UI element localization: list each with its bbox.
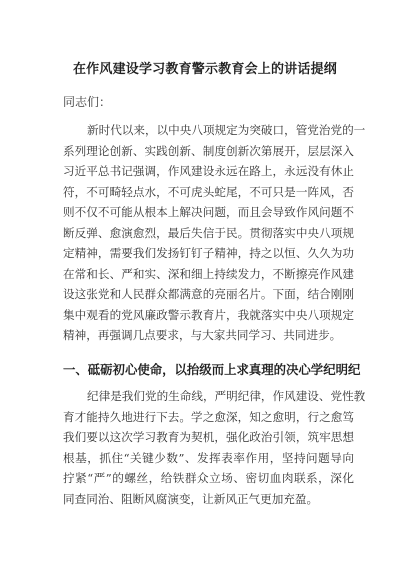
paragraph-line: 纪律是我们党的生命线，严明纪律，作风建设、党性教 (87, 389, 366, 403)
paragraph-line: 则不仅不可能从根本上解决问题，而且会导致作风问题不 (63, 205, 354, 219)
paragraph-line: 集中观看的党风廉政警示教育片，我就落实中央八项规定 (63, 307, 354, 322)
paragraph-intro (63, 120, 366, 346)
paragraph-line: 系列理论创新、实践创新、制度创新次第展开，层层深入 (63, 143, 354, 158)
paragraph-line: 在常和长、严和实、深和细上持续发力，不断擦亮作风建 (63, 266, 354, 281)
paragraph-line: 我们要以这次学习教育为契机，强化政治引领，筑牢思想 (63, 430, 354, 444)
paragraph-line: 根基，抓住“关键少数”、发挥表率作用，坚持问题导向 (63, 450, 354, 465)
paragraph-line: 育才能持久地进行下去。学之愈深，知之愈明，行之愈笃 (63, 409, 354, 424)
paragraph-line: 设这张党和人民群众都满意的亮丽名片。下面，结合刚刚 (63, 287, 354, 301)
salutation: 同志们： (63, 95, 112, 109)
paragraph-line: 断反弹、愈演愈烈，最后失信于民。贯彻落实中央八项规 (63, 225, 354, 240)
paragraph-line: 符，不可畸轻点水，不可虎头蛇尾，不可只是一阵风，否 (63, 184, 354, 199)
paragraph-line: 同查同治、阻断风腐演变，让新风正气更加充盈。 (63, 491, 319, 506)
paragraph-line: 新时代以来，以中央八项规定为突破口，管党治党的一 (87, 123, 366, 137)
paragraph-line: 习近平总书记强调，作风建设永远在路上，永远没有休止 (63, 164, 354, 178)
paragraph-line: 拧紧“严”的螺丝，给铁群众立场、密切血肉联系，深化 (63, 471, 354, 485)
document-title: 在作风建设学习教育警示教育会上的讲话提纲 (72, 62, 337, 77)
paragraph-section-one (63, 386, 366, 509)
section-heading: 一、砥砺初心使命，以抬级而上求真理的决心学纪明纪 (63, 362, 361, 377)
paragraph-line: 定精神，需要我们发扬钉钉子精神，持之以恒、久久为功 (63, 246, 354, 260)
paragraph-line: 精神，再强调几点要求，与大家共同学习、共同进步。 (63, 328, 342, 342)
